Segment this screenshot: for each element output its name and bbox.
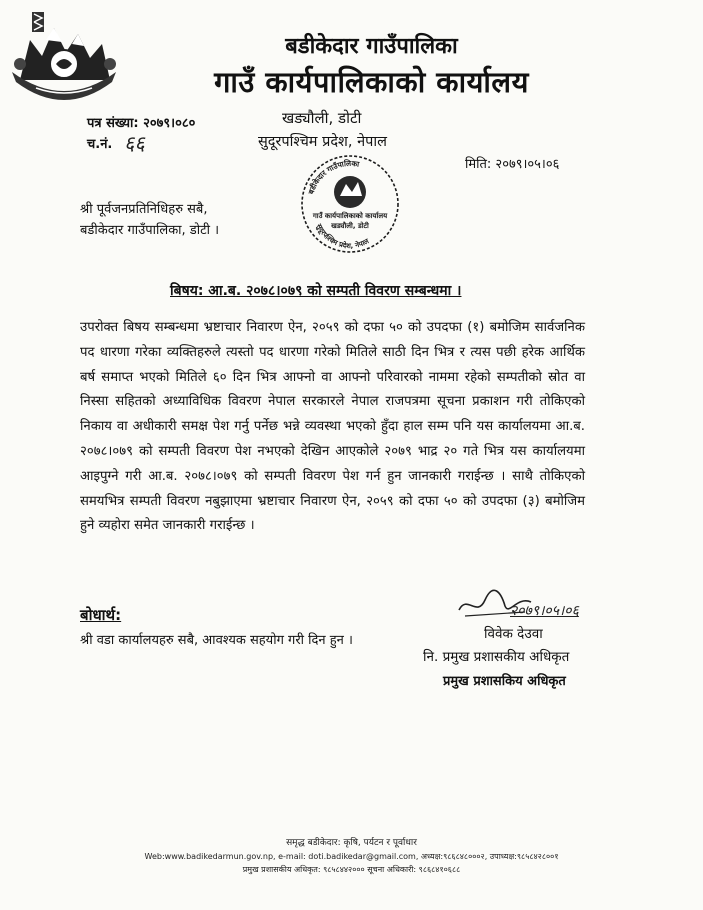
stamp-text-outer: बडीकेदार गाउँपालिका — [306, 158, 360, 196]
footer-slogan: समृद्ध बडीकेदार: कृषि, पर्यटन र पूर्वाधार — [286, 838, 417, 848]
signature-date-handwritten: २०७९।०५।०६ — [510, 603, 579, 619]
recipient-line-2: बडीकेदार गाउँपालिका, डोटी । — [80, 223, 220, 238]
chalani-label: च.नं. — [87, 137, 113, 152]
bodhartha-line: श्री वडा कार्यालयहरु सबै, आवश्यक सहयोग गरी दिन हुन । — [80, 633, 353, 648]
signatory-name: विवेक देउवा — [484, 626, 543, 642]
bodhartha-title: बोधार्थ: — [80, 606, 122, 624]
letter-subject: बिषय: आ.ब. २०७८।०७९ को सम्पती विवरण सम्बन्धमा । — [170, 283, 462, 299]
stamp-text-inner: खड्यौली, डोटी — [331, 222, 369, 230]
chalani-number-handwritten: ६६ — [124, 131, 145, 155]
recipient-line-1: श्री पूर्वजनप्रतिनिधिहरु सबै, — [80, 202, 208, 217]
letter-date: मिति: २०७९।०५।०६ — [465, 157, 560, 172]
stamp-text-middle: गाउँ कार्यपालिकाको कार्यालय — [312, 212, 388, 220]
stamp-text-bottom: सुदूरपश्चिम प्रदेश, नेपाल — [314, 222, 371, 251]
signatory-designation: नि. प्रमुख प्रशासकीय अधिकृत — [423, 649, 570, 665]
footer-contact: Web:www.badikedarmun.gov.np, e-mail: doti.badikedar@gmail.com, अध्यक्ष:९८६८४८०००२, उपाध्यक्ष:९८५८४२८००१ — [144, 852, 559, 861]
footer-officer-contact: प्रमुख प्रशासकीय अधिकृत: ९८५८४४२००० सूचना अधिकारी: ९८६८४१०६८८ — [242, 865, 461, 874]
office-name: बडीकेदार गाउँपालिका — [285, 34, 458, 59]
signatory-designation-stamp: प्रमुख प्रशासकिय अधिकृत — [443, 674, 566, 689]
office-title: गाउँ कार्यपालिकाको कार्यालय — [214, 65, 529, 99]
address-line-2: सुदूरपश्चिम प्रदेश, नेपाल — [258, 134, 387, 150]
letter-body: उपरोक्त बिषय सम्बन्धमा भ्रष्टाचार निवारण ऐन, २०५९ को दफा ५० को उपदफा (१) बमोजिम सार्वजनिक पद धारणा गरेका व्यक्तिहरुले त्यस्तो पद धारणा गरेको मितिले साठी दिन भित्र र त्यस पछी हरेक आर्थिक बर्ष समाप्त भएको मितिले ६० दिन भित्र आफ्नो वा आफ्नो परिवारको नाममा रहेको सम्पतीको स्रोत वा निस्सा सहितको अध्याविधिक विवरण नेपाल सरकारले नेपाल राजपत्रमा सूचना प्रकाशन गरी तोकिएको निकाय वा अधीकारी समक्ष पेश गर्नु पर्नेछ भन्ने व्यवस्था भएको हुँदा हाल सम्म पनि यस कार्यालयमा आ.ब. २०७८।०७९ को सम्पती विवरण पेश नभएको देखिन आएकोले २०७९ भाद्र २० गते भित्र यस कार्यालयमा आइपुग्ने गरी आ.ब. २०७८।०७९ को सम्पती विवरण पेश गर्न हुन जानकारी गराईन्छ । साथै तोकिएको समयभित्र सम्पती विवरण नबुझाएमा भ्रष्टाचार निवारण ऐन, २०५९ को दफा ५० को उपदफा (३) बमोजिम हुने व्यहोरा समेत जानकारी गराईन्छ । — [80, 320, 586, 534]
office-stamp — [298, 152, 402, 256]
address-line-1: खड्यौली, डोटी — [282, 109, 362, 127]
patra-sankhya: पत्र संख्या: २०७९।०८० — [87, 116, 196, 131]
